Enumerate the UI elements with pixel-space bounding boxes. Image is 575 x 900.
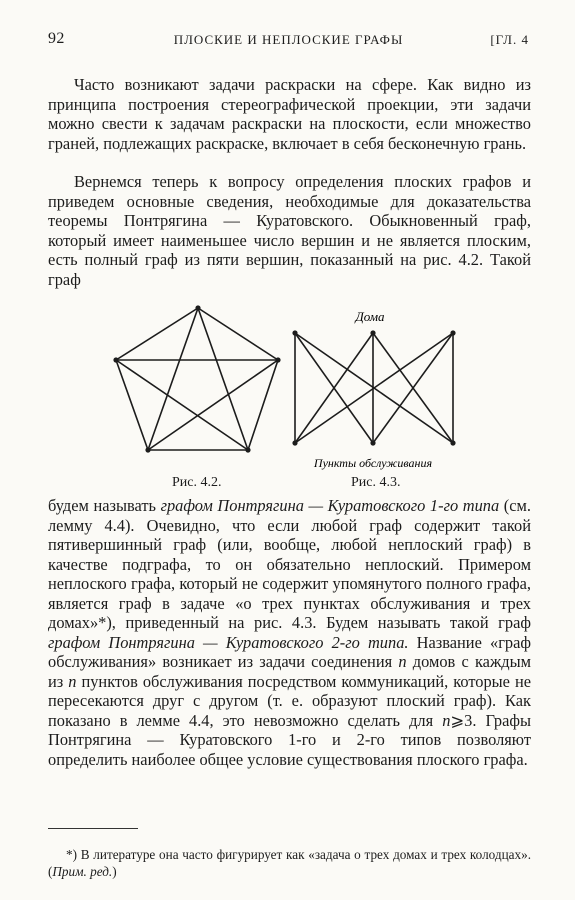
k5-vertex xyxy=(195,305,200,310)
k5-edge xyxy=(198,308,278,360)
figure-4-2-caption: Рис. 4.2. xyxy=(172,475,222,490)
house-vertex xyxy=(450,330,455,335)
p3-var-n2: n xyxy=(68,671,77,691)
paragraph-1: Часто возникают задачи раскраски на сфере. Как видно из принципа построения стереографической проекции, эти задачи можно свести к задачам раскраски на плоскости, если множество граней, подлежащих раскраске, включает в себя бесконечную грань. xyxy=(48,75,531,153)
k5-vertices xyxy=(113,305,280,452)
figure-4-3-caption: Рис. 4.3. xyxy=(351,475,401,490)
paragraph-3 xyxy=(48,496,531,769)
k5-edge xyxy=(116,308,198,360)
p3-var-n1: n xyxy=(398,652,407,671)
p3-term-type2: графом Понтрягина — Куратовского 2-го типа. xyxy=(48,632,409,652)
figure-4-3-k33-graph xyxy=(285,305,470,475)
page-header xyxy=(48,30,529,52)
k5-edge xyxy=(148,308,198,450)
footnote-editor-note: Прим. ред. xyxy=(52,864,113,880)
house-vertex xyxy=(292,330,297,335)
k33-edges xyxy=(295,333,453,443)
house-vertex xyxy=(370,330,375,335)
k5-edges xyxy=(116,308,278,450)
p3-term-type1: графом Понтрягина — Куратовского 1-го типа xyxy=(160,496,500,515)
k5-vertex xyxy=(245,447,250,452)
footnote xyxy=(48,846,531,880)
k5-edge xyxy=(116,360,248,450)
p3-text-a: будем называть xyxy=(48,496,161,515)
service-vertex xyxy=(292,440,297,445)
service-points-label: Пункты обслуживания xyxy=(313,456,433,470)
p3-text-e: Название «граф обслуживания» возникает из задачи соединения xyxy=(48,632,532,671)
k5-vertex xyxy=(113,357,118,362)
running-title: ПЛОСКИЕ И НЕПЛОСКИЕ ГРАФЫ xyxy=(173,32,404,47)
k5-edge xyxy=(116,360,148,450)
footnote-rule xyxy=(48,828,138,829)
k5-edge xyxy=(198,308,248,450)
footnote-text-c: ) xyxy=(112,864,117,880)
k5-edge xyxy=(248,360,278,450)
footnote-marker: *) xyxy=(66,847,77,863)
k5-vertex xyxy=(145,447,150,452)
paragraph-2: Вернемся теперь к вопросу определения плоских графов и приведем основные сведения, необходимые для доказательства теоремы Понтрягина — Куратовского. Обыкновенный граф, который имеет наименьшее число вершин и не является плоским, есть полный граф из пяти вершин, показанный на рис. 4.2. Такой граф xyxy=(48,172,531,289)
p3-text-c: (см. лемму 4.4). Очевидно, что если любой граф содержит такой пятивершинный граф (или, вообще, любой неплоский граф) в качестве подграфа, то он обязательно неплоский. Примером неплоского графа, который не содержит упомянутого полного графа, является граф в задаче «о трех пунктах обслуживания и трех домах»*), приведенный на рис. 4.3. Будем называть такой граф xyxy=(48,496,531,632)
p3-text-f: домов с каждым из xyxy=(48,652,531,691)
footnote-text-a: В литературе она часто фигурирует как «задача о трех домах и трех колодцах». ( xyxy=(48,847,531,880)
k5-edge xyxy=(148,360,278,450)
p3-var-n3: n xyxy=(442,710,451,730)
houses-label: Дома xyxy=(355,309,385,324)
figure-4-2-k5-graph xyxy=(108,300,288,470)
chapter-label: [ГЛ. 4 xyxy=(490,32,529,47)
p3-text-h: ⩾3. Графы Понтрягина — Куратовского 1-го и 2-го типов позволяют определить наиболее общее условие существования плоского графа. xyxy=(48,710,532,769)
page-number: 92 xyxy=(48,30,65,47)
service-vertex xyxy=(370,440,375,445)
k5-vertex xyxy=(275,357,280,362)
service-vertex xyxy=(450,440,455,445)
p3-text-g: пунктов обслуживания посредством коммуникаций, которые не пересекаются друг с другом (т. е. образуют плоский граф). Как показано в лемме 4.4, это невозможно сделать для xyxy=(48,671,531,730)
